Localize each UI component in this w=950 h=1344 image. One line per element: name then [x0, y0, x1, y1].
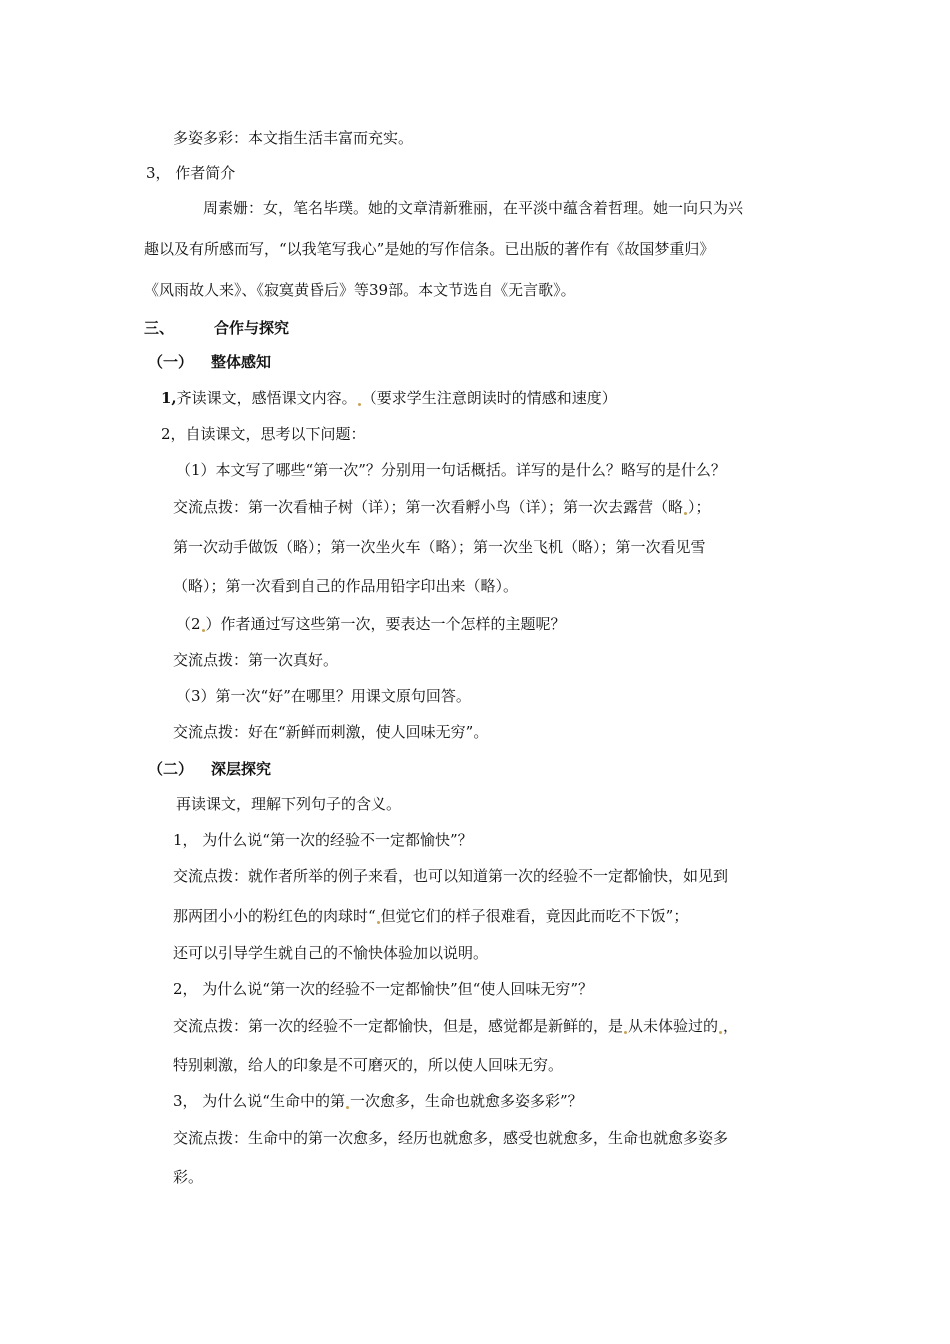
- answer-line: 那两团小小的粉红色的肉球时“ 但觉它们的样子很难看，竟因此而吃不下饭”；: [173, 907, 689, 925]
- mark-dot: [624, 1031, 627, 1034]
- mark-dot: [346, 1106, 349, 1109]
- answer-line: 第一次动手做饭（略）；第一次坐火车（略）；第一次坐飞机（略）；第一次看见雪: [173, 538, 706, 556]
- question-line: （3）第一次“好”在哪里？用课文原句回答。: [176, 687, 471, 705]
- question-line: （1）本文写了哪些“第一次”？分别用一句话概括。详写的是什么？略写的是什么？: [176, 461, 726, 479]
- heading-subsection-1: [148, 352, 271, 372]
- author-intro-line: 趣以及有所感而写，“以我笔写我心”是她的写作信条。已出版的著作有《故国梦重归》: [144, 240, 715, 258]
- section-item-3: 3， 作者简介: [146, 164, 236, 182]
- heading-section-3: [144, 318, 289, 338]
- heading-number: （二）: [148, 760, 194, 778]
- heading-subsection-2: [148, 759, 271, 779]
- mark-dot: [202, 629, 205, 632]
- heading-title: 深层探究: [211, 760, 272, 778]
- answer-line: 交流点拨：好在“新鲜而刺激，使人回味无穷”。: [173, 723, 489, 741]
- answer-line: 交流点拨：第一次看柚子树（详）；第一次看孵小鸟（详）；第一次去露营（略 ）；: [173, 498, 711, 516]
- question-line: 3， 为什么说“生命中的第 一次愈多，生命也就愈多姿多彩”？: [173, 1092, 583, 1110]
- answer-line: 特别刺激，给人的印象是不可磨灭的，所以使人回味无穷。: [173, 1056, 564, 1074]
- heading-number: （一）: [148, 353, 194, 371]
- answer-line: （略）；第一次看到自己的作品用铅字印出来（略）。: [173, 577, 519, 595]
- question-line: 1， 为什么说“第一次的经验不一定都愉快”？: [173, 831, 473, 849]
- question-line: 2，自读课文，思考以下问题：: [161, 425, 366, 443]
- answer-line: 交流点拨：就作者所举的例子来看，也可以知道第一次的经验不一定都愉快，如见到: [173, 867, 729, 885]
- heading-title: 整体感知: [211, 353, 272, 371]
- answer-line: 交流点拨：生命中的第一次愈多，经历也就愈多，感受也就愈多，生命也就愈多姿多: [173, 1129, 729, 1147]
- answer-line: 交流点拨：第一次的经验不一定都愉快，但是，感觉都是新鲜的，是 从未体验过的 ，: [173, 1017, 739, 1035]
- question-line: 1,齐读课文，感悟课文内容。 （要求学生注意朗读时的情感和速度）: [161, 389, 617, 407]
- mark-dot: [358, 403, 361, 406]
- heading-number: 三、: [144, 319, 175, 337]
- answer-line: 彩。: [173, 1168, 204, 1186]
- text-line: 再读课文，理解下列句子的含义。: [176, 795, 402, 813]
- text-line: 多姿多彩：本文指生活丰富而充实。: [173, 129, 414, 147]
- mark-dot: [719, 1031, 722, 1034]
- author-intro-line: 周素姗：女，笔名毕璞。她的文章清新雅丽，在平淡中蕴含着哲理。她一向只为兴: [203, 199, 744, 217]
- answer-line: 还可以引导学生就自己的不愉快体验加以说明。: [173, 944, 489, 962]
- question-line: 2， 为什么说“第一次的经验不一定都愉快”但“使人回味无穷”？: [173, 980, 593, 998]
- author-intro-line: 《风雨故人来》、《寂寞黄昏后》等39部。本文节选自《无言歌》。: [144, 281, 576, 299]
- mark-dot: [377, 921, 380, 924]
- heading-title: 合作与探究: [214, 319, 290, 337]
- mark-dot: [684, 512, 687, 515]
- question-line: （2 ）作者通过写这些第一次，要表达一个怎样的主题呢？: [176, 615, 566, 633]
- answer-line: 交流点拨：第一次真好。: [173, 651, 339, 669]
- item-number: 1,: [161, 389, 177, 407]
